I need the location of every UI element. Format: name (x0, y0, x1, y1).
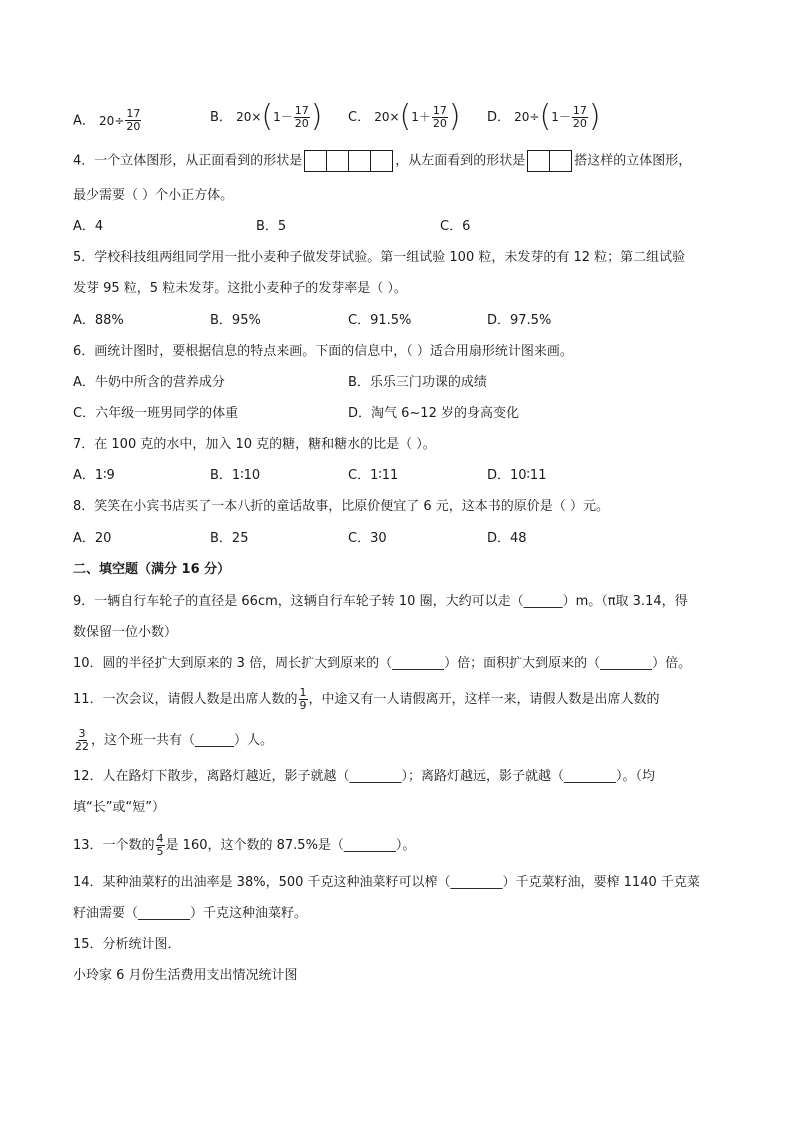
left-paren: ( (399, 99, 412, 134)
q4-line2: 最少需要（ ）个小正方体。 (73, 188, 234, 203)
q11-text-c: ，这个班一共有（______）人。 (91, 733, 274, 748)
numerator: 1 (299, 686, 307, 699)
q3-option-a (73, 108, 142, 133)
expr-inner: 1－ (551, 110, 571, 124)
q9-line1: 9．一辆自行车轮子的直径是 66cm，这辆自行车轮子转 10 圈，大约可以走（______）m。（π取 3.14，得 (73, 594, 688, 609)
q8-option-b: B．25 (210, 531, 249, 546)
numerator: 17 (432, 103, 447, 117)
q6-option-a: A．牛奶中所含的营养成分 (73, 375, 225, 390)
fraction-1-9 (299, 687, 308, 712)
q12-line2: 填“长”或“短”） (73, 800, 165, 815)
denominator: 20 (432, 116, 447, 130)
q4-text-b: ，从左面看到的形状是 (395, 153, 526, 169)
fraction (572, 105, 588, 130)
q4-option-c: C．6 (440, 219, 471, 234)
q13-line1 (73, 832, 415, 860)
denominator: 5 (156, 845, 164, 858)
q4-option-a: A．4 (73, 219, 104, 234)
q11-text-a: 11．一次会议，请假人数是出席人数的 (73, 692, 298, 707)
q4-text-a: 4．一个立体图形，从正面看到的形状是 (73, 153, 303, 169)
numerator: 17 (126, 107, 141, 120)
front-view-squares (304, 150, 393, 172)
numerator: 3 (78, 727, 86, 740)
expression (374, 99, 461, 134)
q3-option-b (210, 99, 323, 134)
denominator: 22 (75, 740, 89, 753)
expression (514, 99, 601, 134)
expr-inner: 1＋ (411, 110, 431, 124)
q11-line2 (73, 727, 273, 755)
expr-prefix: 20× (236, 110, 262, 124)
option-letter: B． (210, 110, 232, 125)
q6-option-b: B．乐乐三门功课的成绩 (348, 375, 487, 390)
q3-option-d (487, 99, 601, 134)
q5-line2: 发芽 95 粒，5 粒未发芽。这批小麦种子的发芽率是（ ）。 (73, 281, 407, 296)
expression (99, 108, 142, 133)
option-letter: C． (348, 110, 371, 125)
denominator: 20 (294, 116, 309, 130)
q7-option-a: A．1∶9 (73, 468, 115, 483)
q6-option-c: C．六年级一班男同学的体重 (73, 406, 239, 421)
q13-text-a: 13．一个数的 (73, 838, 155, 853)
q5-option-c: C．91.5% (348, 313, 412, 328)
right-paren: ) (448, 99, 461, 134)
left-paren: ( (261, 99, 274, 134)
expr-inner: 1－ (273, 110, 293, 124)
left-paren: ( (539, 99, 552, 134)
q5-option-b: B．95% (210, 313, 261, 328)
fraction (125, 108, 141, 133)
q14-line1: 14．某种油菜籽的出油率是 38%，500 千克这种油菜籽可以榨（________）千克菜籽油，要榨 1140 千克菜 (73, 875, 700, 890)
chart-caption: 小玲家 6 月份生活费用支出情况统计图 (73, 968, 298, 983)
section-title: 二、填空题（满分 16 分） (73, 562, 231, 577)
q11-line1 (73, 686, 660, 714)
left-view-squares (527, 150, 572, 172)
q15-line1: 15．分析统计图． (73, 937, 181, 952)
q6-option-d: D．淘气 6~12 岁的身高变化 (348, 406, 519, 421)
q7-option-c: C．1∶11 (348, 468, 399, 483)
fraction-4-5 (156, 833, 165, 858)
q11-text-b: ，中途又有一人请假离开，这样一来，请假人数是出席人数的 (308, 692, 660, 707)
q4-line1 (73, 150, 691, 172)
q7-option-b: B．1∶10 (210, 468, 261, 483)
q9-line2: 数保留一位小数） (73, 625, 178, 640)
q13-text-b: 是 160，这个数的 87.5%是（________）。 (165, 838, 416, 853)
option-letter: A． (73, 113, 95, 129)
q14-line2: 籽油需要（________）千克这种油菜籽。 (73, 906, 308, 921)
q8-option-a: A．20 (73, 531, 112, 546)
q10-line1: 10．圆的半径扩大到原来的 3 倍，周长扩大到原来的（________）倍；面积扩大到原来的（________）倍。 (73, 656, 692, 671)
expr-prefix: 20÷ (99, 113, 125, 128)
denominator: 20 (126, 120, 141, 133)
expression (236, 99, 323, 134)
denominator: 9 (299, 699, 307, 712)
expr-prefix: 20÷ (514, 110, 540, 124)
numerator: 17 (572, 103, 587, 117)
q7-line1: 7．在 100 克的水中，加入 10 克的糖，糖和糖水的比是（ ）。 (73, 437, 436, 452)
q4-option-b: B．5 (256, 219, 287, 234)
q5-line1: 5．学校科技组两组同学用一批小麦种子做发芽试验。第一组试验 100 粒，未发芽的有 12 粒；第二组试验 (73, 250, 686, 265)
expr-prefix: 20× (374, 110, 400, 124)
q5-option-a: A．88% (73, 313, 124, 328)
q7-option-d: D．10∶11 (487, 468, 547, 483)
right-paren: ) (310, 99, 323, 134)
q8-option-c: C．30 (348, 531, 387, 546)
numerator: 17 (294, 103, 309, 117)
right-paren: ) (588, 99, 601, 134)
q5-option-d: D．97.5% (487, 313, 552, 328)
fraction-3-22 (74, 728, 90, 753)
q12-line1: 12．人在路灯下散步，离路灯越近，影子就越（________）；离路灯越远，影子就越（________）。（均 (73, 769, 656, 784)
denominator: 20 (572, 116, 587, 130)
fraction (432, 105, 448, 130)
option-letter: D． (487, 110, 511, 125)
fraction (294, 105, 310, 130)
q4-text-c: 搭这样的立体图形， (574, 153, 692, 169)
numerator: 4 (156, 832, 164, 845)
q6-line1: 6．画统计图时，要根据信息的特点来画。下面的信息中，（ ）适合用扇形统计图来画。 (73, 344, 573, 359)
q3-option-c (348, 99, 461, 134)
q8-line1: 8．笑笑在小宾书店买了一本八折的童话故事，比原价便宜了 6 元，这本书的原价是（ ）元。 (73, 499, 609, 514)
q8-option-d: D．48 (487, 531, 527, 546)
